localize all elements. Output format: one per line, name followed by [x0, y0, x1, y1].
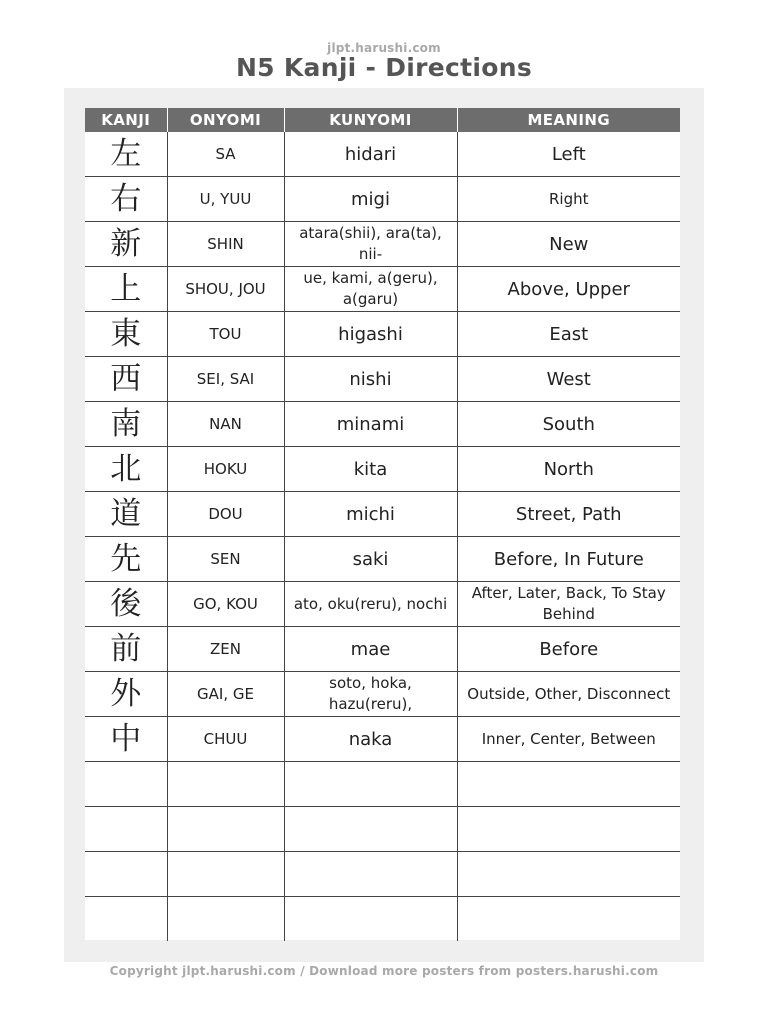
kunyomi-cell: michi: [284, 492, 457, 537]
empty-cell: [457, 852, 680, 897]
empty-cell: [85, 897, 167, 942]
meaning-cell: North: [457, 447, 680, 492]
column-header-kanji: KANJI: [85, 108, 167, 132]
kanji-cell: 西: [85, 357, 167, 402]
kunyomi-cell: minami: [284, 402, 457, 447]
meaning-cell: Above, Upper: [457, 267, 680, 312]
onyomi-cell: GAI, GE: [167, 672, 284, 717]
table-row: [85, 402, 680, 447]
table-header-row: [85, 108, 680, 132]
kunyomi-cell: nishi: [284, 357, 457, 402]
meaning-cell: West: [457, 357, 680, 402]
kanji-cell: 道: [85, 492, 167, 537]
onyomi-cell: SHIN: [167, 222, 284, 267]
kunyomi-cell: saki: [284, 537, 457, 582]
empty-row: [85, 852, 680, 897]
table-row: [85, 447, 680, 492]
kanji-cell: 南: [85, 402, 167, 447]
kanji-cell: 外: [85, 672, 167, 717]
onyomi-cell: SA: [167, 132, 284, 177]
kanji-table: [85, 108, 680, 941]
empty-row: [85, 897, 680, 942]
empty-row: [85, 807, 680, 852]
empty-cell: [284, 852, 457, 897]
empty-cell: [457, 897, 680, 942]
table-row: [85, 357, 680, 402]
table-row: [85, 132, 680, 177]
kanji-cell: 東: [85, 312, 167, 357]
meaning-cell: East: [457, 312, 680, 357]
table-row: [85, 537, 680, 582]
onyomi-cell: SHOU, JOU: [167, 267, 284, 312]
kunyomi-cell: soto, hoka, hazu(reru),: [284, 672, 457, 717]
meaning-cell: New: [457, 222, 680, 267]
kunyomi-cell: migi: [284, 177, 457, 222]
meaning-cell: Before: [457, 627, 680, 672]
onyomi-cell: HOKU: [167, 447, 284, 492]
empty-cell: [85, 762, 167, 807]
onyomi-cell: SEI, SAI: [167, 357, 284, 402]
onyomi-cell: ZEN: [167, 627, 284, 672]
empty-cell: [85, 852, 167, 897]
page-title: N5 Kanji - Directions: [235, 53, 533, 82]
table-row: [85, 492, 680, 537]
onyomi-cell: TOU: [167, 312, 284, 357]
onyomi-cell: SEN: [167, 537, 284, 582]
table-row: [85, 222, 680, 267]
onyomi-cell: NAN: [167, 402, 284, 447]
empty-cell: [457, 762, 680, 807]
meaning-cell: Inner, Center, Between: [457, 717, 680, 762]
empty-cell: [85, 807, 167, 852]
meaning-cell: Before, In Future: [457, 537, 680, 582]
empty-cell: [167, 852, 284, 897]
empty-cell: [284, 807, 457, 852]
meaning-cell: South: [457, 402, 680, 447]
kanji-cell: 北: [85, 447, 167, 492]
empty-cell: [284, 762, 457, 807]
empty-cell: [167, 897, 284, 942]
column-header-onyomi: ONYOMI: [167, 108, 284, 132]
table-row: [85, 627, 680, 672]
meaning-cell: Outside, Other, Disconnect: [457, 672, 680, 717]
kanji-cell: 前: [85, 627, 167, 672]
onyomi-cell: U, YUU: [167, 177, 284, 222]
kunyomi-cell: ato, oku(reru), nochi: [284, 582, 457, 627]
empty-row: [85, 762, 680, 807]
kunyomi-cell: naka: [284, 717, 457, 762]
kanji-cell: 右: [85, 177, 167, 222]
meaning-cell: Right: [457, 177, 680, 222]
kunyomi-cell: ue, kami, a(geru), a(garu): [284, 267, 457, 312]
kunyomi-cell: higashi: [284, 312, 457, 357]
empty-cell: [284, 897, 457, 942]
meaning-cell: Street, Path: [457, 492, 680, 537]
onyomi-cell: GO, KOU: [167, 582, 284, 627]
onyomi-cell: DOU: [167, 492, 284, 537]
table-row: [85, 267, 680, 312]
kanji-cell: 左: [85, 132, 167, 177]
table-row: [85, 717, 680, 762]
meaning-cell: Left: [457, 132, 680, 177]
column-header-kunyomi: KUNYOMI: [284, 108, 457, 132]
table-body: [85, 132, 680, 941]
column-header-meaning: MEANING: [457, 108, 680, 132]
kanji-cell: 先: [85, 537, 167, 582]
empty-cell: [167, 807, 284, 852]
kunyomi-cell: kita: [284, 447, 457, 492]
table-row: [85, 582, 680, 627]
kunyomi-cell: mae: [284, 627, 457, 672]
meaning-cell: After, Later, Back, To Stay Behind: [457, 582, 680, 627]
table-row: [85, 672, 680, 717]
table-row: [85, 177, 680, 222]
empty-cell: [167, 762, 284, 807]
kunyomi-cell: atara(shii), ara(ta), nii-: [284, 222, 457, 267]
onyomi-cell: CHUU: [167, 717, 284, 762]
site-url: jlpt.harushi.com: [327, 41, 441, 55]
table-row: [85, 312, 680, 357]
kanji-cell: 中: [85, 717, 167, 762]
kunyomi-cell: hidari: [284, 132, 457, 177]
kanji-cell: 上: [85, 267, 167, 312]
kanji-cell: 新: [85, 222, 167, 267]
copyright-footer: Copyright jlpt.harushi.com / Download more posters from posters.harushi.com: [109, 964, 659, 978]
kanji-cell: 後: [85, 582, 167, 627]
empty-cell: [457, 807, 680, 852]
